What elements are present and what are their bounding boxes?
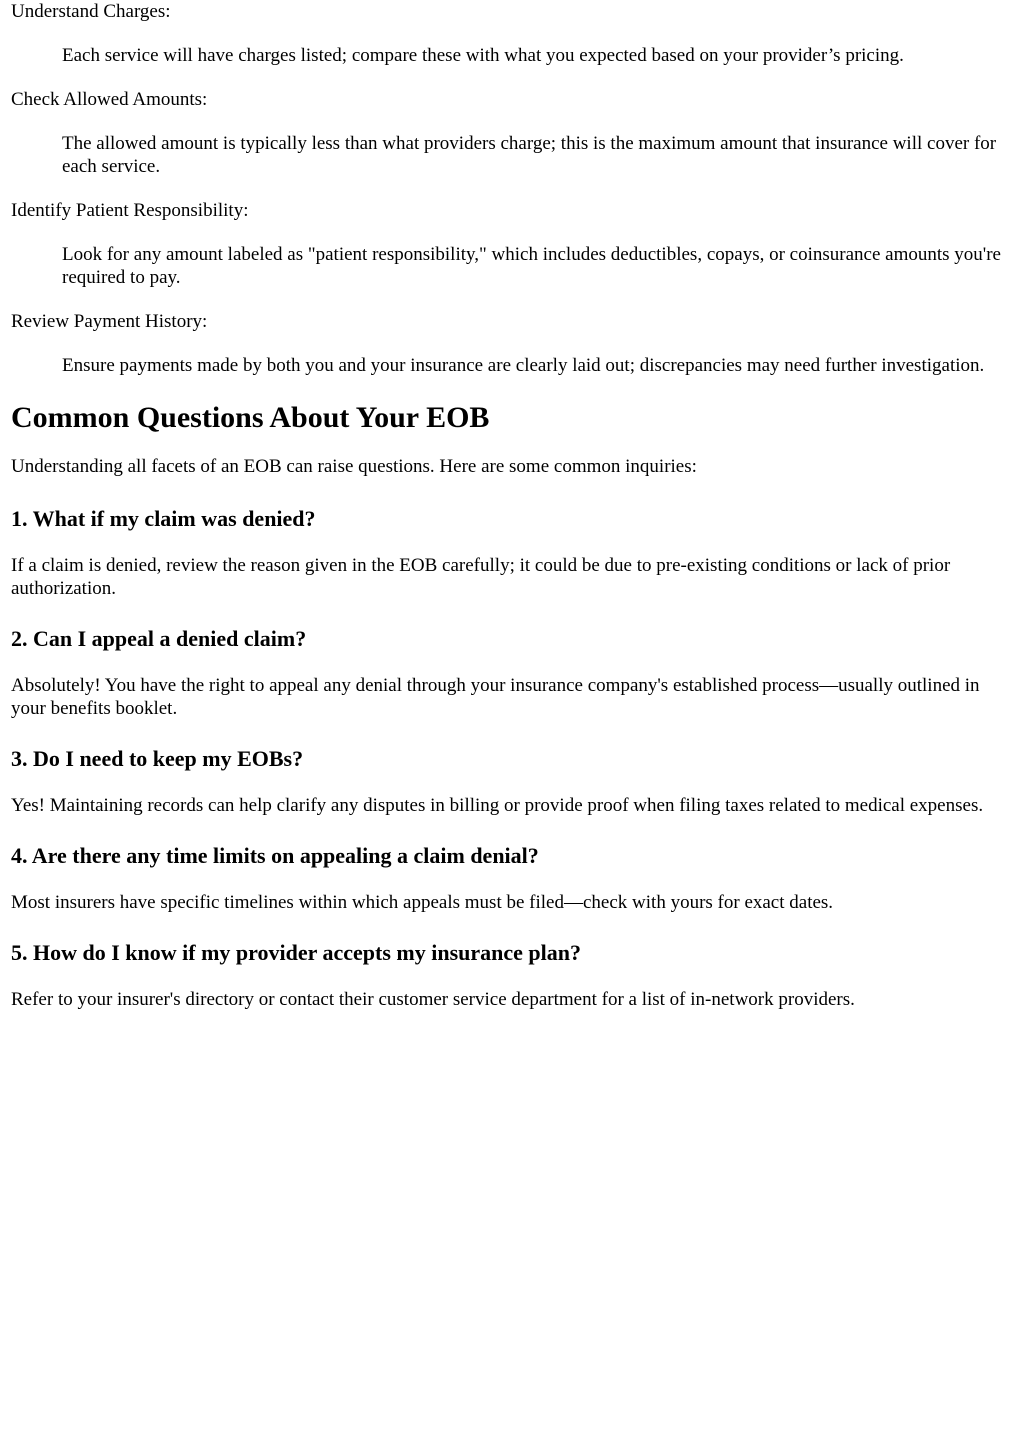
definition-term: Understand Charges:: [11, 1, 171, 22]
faq-answer: Refer to your insurer's directory or contact their customer service department for a list of in-network providers.: [11, 989, 855, 1010]
faq-question: 5. How do I know if my provider accepts my insurance plan?: [11, 940, 582, 965]
section-heading: Common Questions About Your EOB: [11, 401, 490, 434]
faq-answer: If a claim is denied, review the reason given in the EOB carefully; it could be due to pre-existing conditions or lack of prior authorization.: [11, 555, 951, 599]
definition-description: Each service will have charges listed; compare these with what you expected based on your provider’s pricing.: [62, 45, 904, 66]
faq-item: [11, 843, 1014, 914]
faq-question: 2. Can I appeal a denied claim?: [11, 626, 307, 651]
definition-term: Identify Patient Responsibility:: [11, 200, 249, 221]
section-intro: Understanding all facets of an EOB can raise questions. Here are some common inquiries:: [11, 456, 697, 477]
faq-question: 3. Do I need to keep my EOBs?: [11, 746, 304, 771]
faq-answer: Absolutely! You have the right to appeal any denial through your insurance company's established process—usually outlined in your benefits booklet.: [11, 675, 980, 719]
faq-item: [11, 940, 1014, 1011]
faq-question: 1. What if my claim was denied?: [11, 506, 316, 531]
faq-item: [11, 626, 1014, 720]
faq-item: [11, 746, 1014, 817]
faq-item: [11, 506, 1014, 600]
faq-answer: Most insurers have specific timelines within which appeals must be filed—check with yours for exact dates.: [11, 892, 834, 913]
eob-review-steps-list: [11, 0, 1014, 377]
faq-question: 4. Are there any time limits on appealing a claim denial?: [11, 843, 539, 868]
definition-term: Check Allowed Amounts:: [11, 89, 208, 110]
definition-description: Ensure payments made by both you and your insurance are clearly laid out; discrepancies may need further investigation.: [62, 355, 985, 376]
definition-description: The allowed amount is typically less than what providers charge; this is the maximum amount that insurance will cover for each service.: [62, 133, 997, 177]
definition-term: Review Payment History:: [11, 311, 208, 332]
definition-description: Look for any amount labeled as "patient responsibility," which includes deductibles, copays, or coinsurance amounts you're required to pay.: [62, 244, 1001, 288]
faq-answer: Yes! Maintaining records can help clarify any disputes in billing or provide proof when filing taxes related to medical expenses.: [11, 795, 984, 816]
